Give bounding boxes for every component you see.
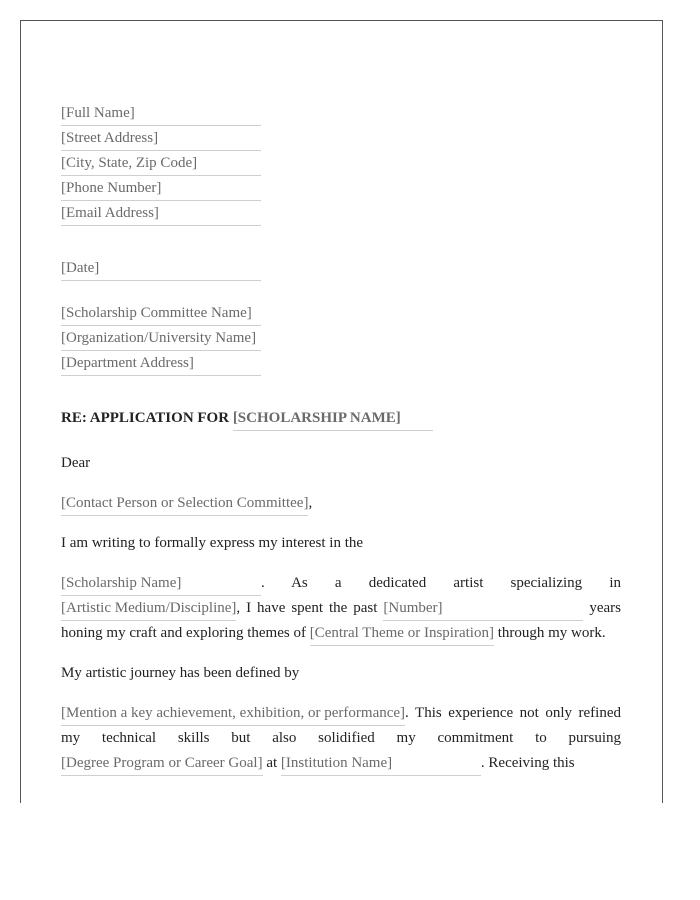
letter-page (20, 20, 663, 803)
key-achievement-field[interactable]: [Mention a key achievement, exhibition, or performance] (61, 702, 405, 726)
contact-punctuation: , (308, 495, 313, 511)
paragraph1-text-1: . As a dedicated artist specializing in (261, 575, 621, 591)
salutation: Dear (61, 455, 91, 471)
paragraph2-text-3: . Receiving this (480, 755, 575, 771)
sender-email-field[interactable]: [Email Address] (61, 201, 261, 226)
artistic-medium-field[interactable]: [Artistic Medium/Discipline] (61, 597, 236, 621)
journey-intro: My artistic journey has been defined by (61, 665, 300, 681)
committee-name-field[interactable]: [Scholarship Committee Name] (61, 301, 261, 326)
paragraph-achievement (61, 701, 621, 776)
central-theme-field[interactable]: [Central Theme or Inspiration] (310, 622, 494, 646)
sender-full-name-field[interactable]: [Full Name] (61, 101, 261, 126)
scholarship-name-field[interactable]: [Scholarship Name] (61, 572, 261, 596)
paragraph1-text-4: through my work. (497, 625, 606, 641)
sender-phone-field[interactable]: [Phone Number] (61, 176, 261, 201)
letter-content (61, 101, 621, 776)
contact-person-field[interactable]: [Contact Person or Selection Committee] (61, 492, 308, 516)
organization-name-field[interactable]: [Organization/University Name] (61, 326, 261, 351)
contact-line (61, 491, 621, 516)
years-number-field[interactable]: [Number] (383, 597, 583, 621)
scholarship-name-subject-field[interactable]: [SCHOLARSHIP NAME] (233, 407, 433, 431)
department-address-field[interactable]: [Department Address] (61, 351, 261, 376)
paragraph1-text-3: years honing my craft and exploring themes of (61, 600, 622, 641)
sender-street-field[interactable]: [Street Address] (61, 126, 261, 151)
paragraph-artistic-focus (61, 571, 621, 646)
subject-prefix: RE: APPLICATION FOR (61, 410, 230, 426)
subject-line (61, 406, 621, 431)
intro-sentence: I am writing to formally express my interest in the (61, 535, 364, 551)
date-field[interactable]: [Date] (61, 256, 261, 281)
paragraph2-text-2: at (266, 755, 278, 771)
paragraph1-text-2: , I have spent the past (236, 600, 378, 616)
paragraph2-text-1: . This experience not only refined my technical skills but also solidified my commitment to pursuing (61, 705, 621, 746)
sender-city-field[interactable]: [City, State, Zip Code] (61, 151, 261, 176)
degree-program-field[interactable]: [Degree Program or Career Goal] (61, 752, 263, 776)
institution-name-field[interactable]: [Institution Name] (281, 752, 481, 776)
